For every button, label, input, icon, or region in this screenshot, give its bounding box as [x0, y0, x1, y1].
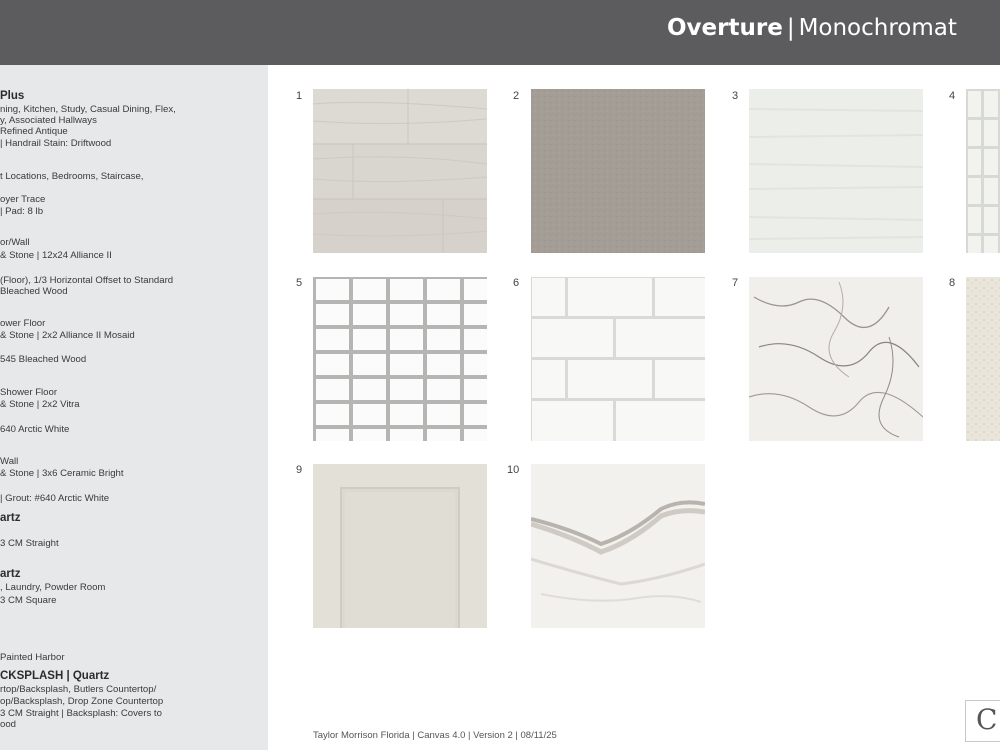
sidebar-line: & Stone | 12x24 Alliance II	[0, 250, 112, 261]
sidebar-line: Wall	[0, 456, 19, 467]
sidebar-line: op/Backsplash, Drop Zone Countertop	[0, 696, 164, 707]
swatch-number: 2	[513, 90, 520, 102]
sidebar-line: rtop/Backsplash, Butlers Countertop/	[0, 684, 157, 695]
swatch-quartz-countertop	[749, 277, 923, 441]
swatch-shower-floor-mosaic	[313, 277, 487, 441]
sidebar-line: (Floor), 1/3 Horizontal Offset to Standard	[0, 275, 174, 286]
sidebar-line: Painted Harbor	[0, 652, 65, 663]
sidebar-line: | Handrail Stain: Driftwood	[0, 138, 112, 149]
footer-info: Taylor Morrison Florida | Canvas 4.0 | Version 2 | 08/11/25	[313, 730, 557, 741]
swatch-number: 5	[296, 277, 303, 289]
swatch-number: 9	[296, 464, 303, 476]
swatch-cabinet-door	[313, 464, 487, 628]
sidebar-line: ning, Kitchen, Study, Casual Dining, Flex,	[0, 104, 176, 115]
page-title	[667, 15, 957, 41]
sidebar-line: 3 CM Straight | Backsplash: Covers to	[0, 708, 162, 719]
sidebar-line: | Grout: #640 Arctic White	[0, 493, 110, 504]
sidebar-line: ower Floor	[0, 318, 46, 329]
swatch-quartz-backsplash	[531, 464, 705, 628]
swatch-number: 10	[507, 464, 520, 476]
swatch-number: 7	[732, 277, 739, 289]
sidebar-line: Shower Floor	[0, 387, 58, 398]
sidebar-line: oyer Trace	[0, 194, 46, 205]
swatch-carpet	[531, 89, 705, 253]
sidebar-line: , Laundry, Powder Room	[0, 582, 106, 593]
sidebar-line: & Stone | 2x2 Alliance II Mosaid	[0, 330, 135, 341]
sidebar-line: & Stone | 3x6 Ceramic Bright	[0, 468, 124, 479]
sidebar-line: ood	[0, 719, 17, 730]
swatch-number: 4	[949, 90, 956, 102]
swatch-number: 8	[949, 277, 956, 289]
swatch-speckled-quartz	[966, 277, 1000, 441]
brand-name: Overture	[667, 15, 783, 41]
sidebar-line: y, Associated Hallways	[0, 115, 97, 126]
specification-sidebar	[0, 65, 268, 750]
brand-logo	[965, 700, 1000, 742]
sidebar-line: 640 Arctic White	[0, 424, 70, 435]
sidebar-heading: Plus	[0, 90, 25, 102]
sidebar-line: 3 CM Square	[0, 595, 57, 606]
sidebar-heading: artz	[0, 512, 21, 524]
swatch-wood-flooring	[313, 89, 487, 253]
sidebar-heading: CKSPLASH | Quartz	[0, 670, 110, 682]
swatch-number: 6	[513, 277, 520, 289]
sidebar-heading: artz	[0, 568, 21, 580]
collection-name: Monochromat	[798, 15, 957, 41]
title-separator: |	[786, 15, 795, 41]
sidebar-line: 3 CM Straight	[0, 538, 59, 549]
header-bar	[0, 0, 1000, 65]
sidebar-line: Bleached Wood	[0, 286, 68, 297]
sidebar-line: or/Wall	[0, 237, 30, 248]
swatch-number: 3	[732, 90, 739, 102]
swatch-floor-tile	[749, 89, 923, 253]
swatch-number: 1	[296, 90, 303, 102]
swatch-mosaic-tile	[966, 89, 1000, 253]
sidebar-line: & Stone | 2x2 Vitra	[0, 399, 80, 410]
sidebar-line: | Pad: 8 lb	[0, 206, 44, 217]
sidebar-line: 545 Bleached Wood	[0, 354, 87, 365]
sidebar-line: t Locations, Bedrooms, Staircase,	[0, 171, 144, 182]
sidebar-line: Refined Antique	[0, 126, 68, 137]
logo-letter: C	[976, 703, 998, 736]
swatch-subway-tile	[531, 277, 705, 441]
